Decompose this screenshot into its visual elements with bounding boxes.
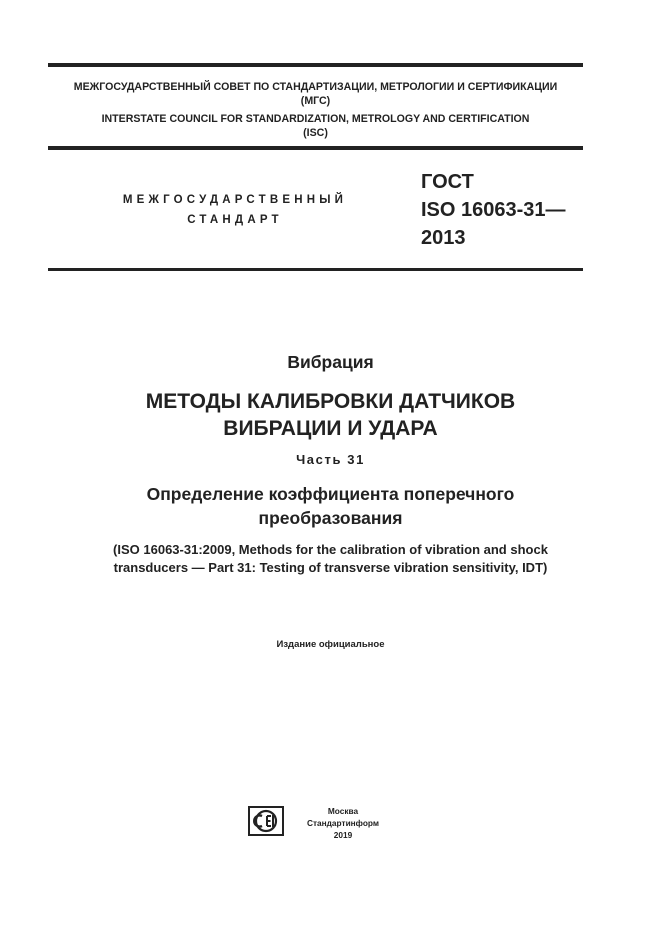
council-abbr-en: (ISC): [303, 127, 328, 139]
standard-designation: ISO 16063-31—: [421, 199, 566, 221]
main-title: [0, 388, 661, 442]
subtitle-line1: Определение коэффициента поперечного: [146, 484, 515, 504]
publication-year: 2019: [333, 830, 353, 840]
header-rule: [48, 146, 583, 150]
top-rule: [48, 63, 583, 67]
gost-label: ГОСТ: [421, 171, 474, 193]
iso-reference-line2: transducers — Part 31: Testing of transverse vibration sensitivity, IDT): [113, 560, 548, 575]
main-title-line1: МЕТОДЫ КАЛИБРОВКИ ДАТЧИКОВ: [145, 390, 516, 413]
standard-type-line2: СТАНДАРТ: [187, 214, 283, 226]
standard-year: 2013: [421, 227, 466, 249]
publisher-block: [298, 805, 388, 841]
edition-label: Издание официальное: [276, 639, 385, 650]
council-name-ru: МЕЖГОСУДАРСТВЕННЫЙ СОВЕТ ПО СТАНДАРТИЗАЦИИ, МЕТРОЛОГИИ И СЕРТИФИКАЦИИ: [73, 81, 558, 93]
topic-title: Вибрация: [287, 352, 374, 372]
main-title-line2: ВИБРАЦИИ И УДАРА: [223, 417, 438, 440]
iso-reference: [0, 541, 661, 577]
designation-rule: [48, 268, 583, 271]
subtitle: [0, 482, 661, 530]
council-name-en: INTERSTATE COUNCIL FOR STANDARDIZATION, METROLOGY AND CERTIFICATION: [101, 113, 530, 125]
council-abbr-ru: (МГС): [300, 95, 331, 107]
publisher-name: Стандартинформ: [306, 818, 379, 828]
publisher-city: Москва: [327, 806, 359, 816]
standard-type-line1: МЕЖГОСУДАРСТВЕННЫЙ: [122, 194, 348, 206]
subtitle-line2: преобразования: [258, 508, 403, 528]
iso-reference-line1: (ISO 16063-31:2009, Methods for the calibration of vibration and shock: [113, 542, 548, 557]
part-number: Часть 31: [296, 452, 365, 467]
standartinform-logo-icon: [248, 806, 284, 836]
